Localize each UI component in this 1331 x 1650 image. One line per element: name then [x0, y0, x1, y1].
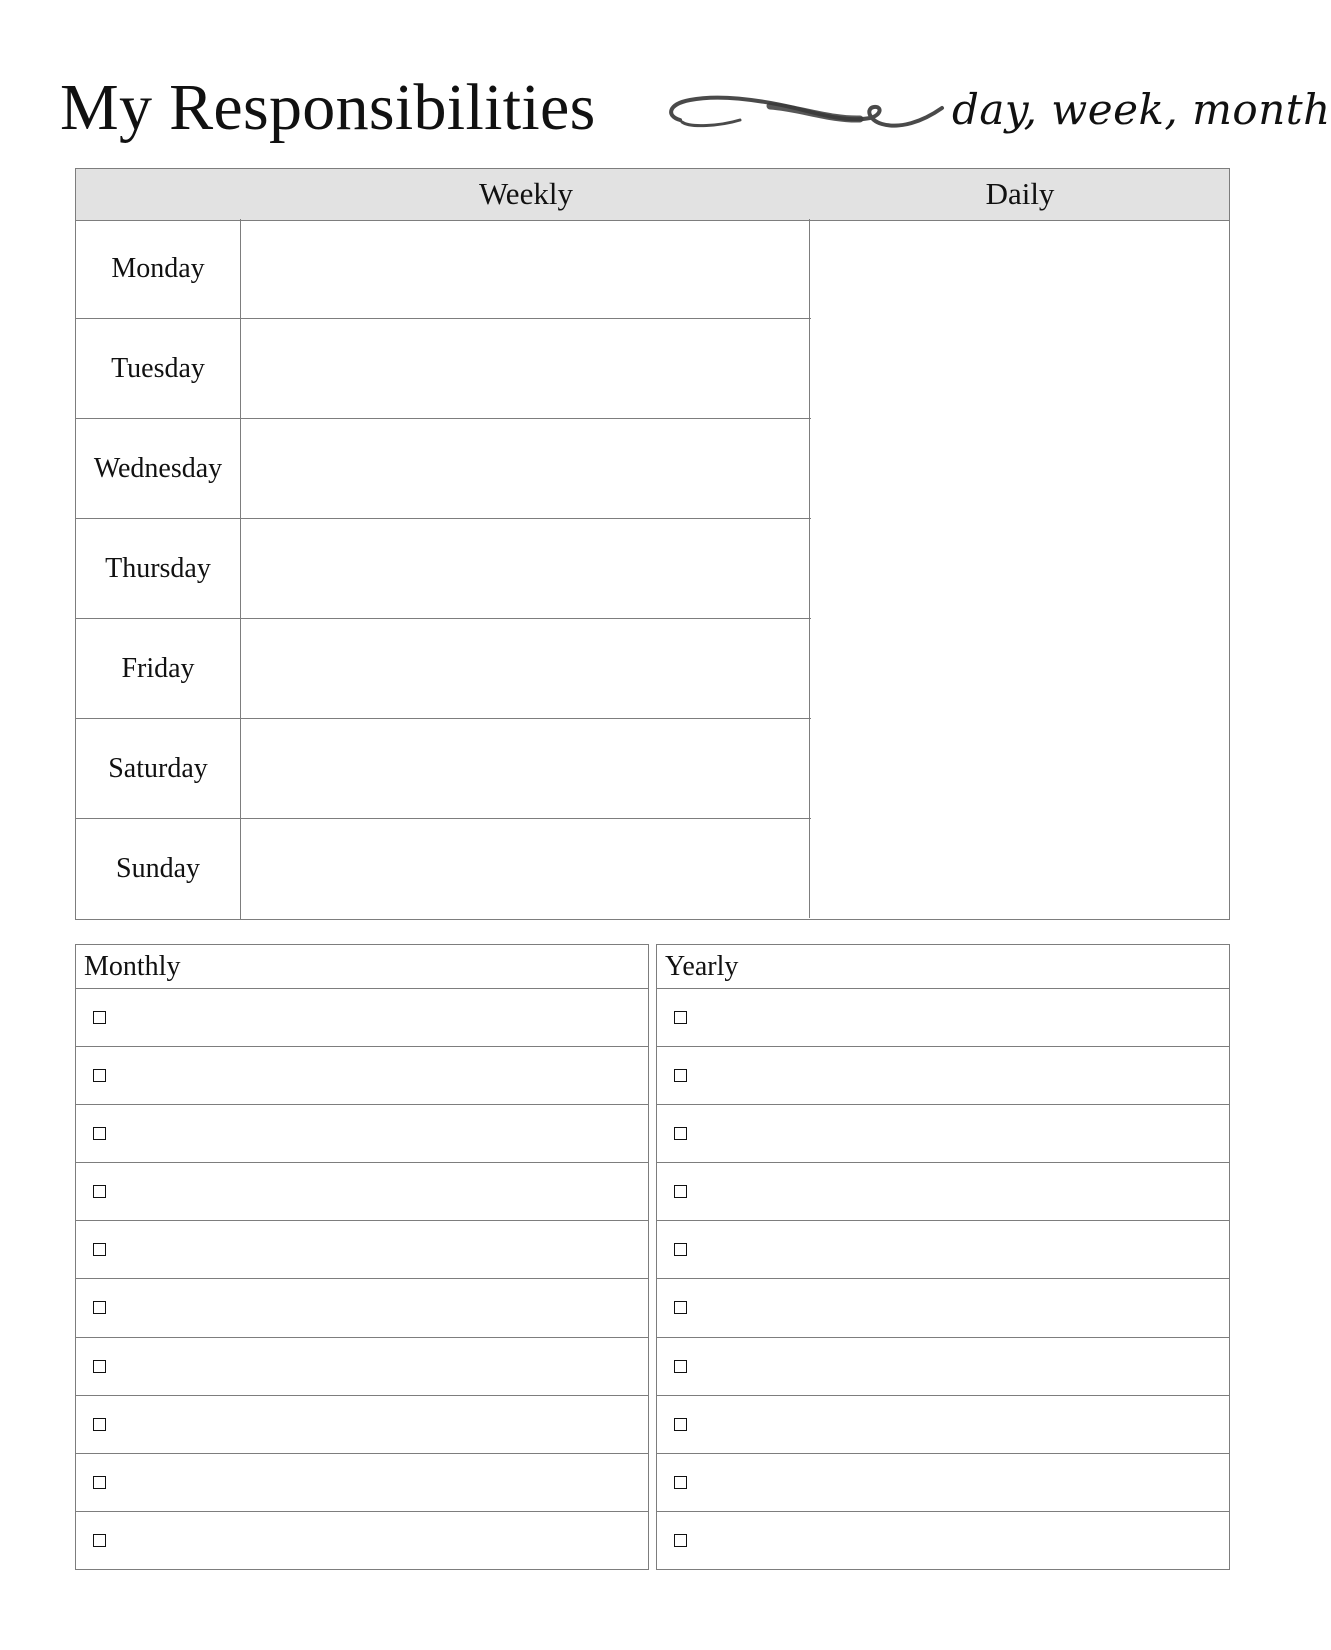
page-header — [60, 62, 1331, 152]
list-item — [76, 1221, 648, 1279]
daily-entry-area[interactable] — [809, 219, 1229, 918]
daily-header: Daily — [985, 176, 1055, 211]
yearly-list — [656, 944, 1230, 1570]
list-item — [76, 1396, 648, 1454]
weekly-entry-sunday[interactable] — [241, 819, 811, 919]
day-row-thursday — [76, 519, 811, 619]
checkbox-icon[interactable] — [674, 1243, 687, 1256]
list-item — [76, 989, 648, 1047]
day-label: Tuesday — [76, 319, 241, 418]
checkbox-icon[interactable] — [674, 1476, 687, 1489]
day-label: Friday — [76, 619, 241, 718]
list-item — [657, 1279, 1229, 1337]
checkbox-icon[interactable] — [674, 1127, 687, 1140]
weekly-entry-tuesday[interactable] — [241, 319, 811, 418]
checkbox-icon[interactable] — [674, 1418, 687, 1431]
checkbox-icon[interactable] — [674, 1301, 687, 1314]
checkbox-icon[interactable] — [674, 1534, 687, 1547]
day-row-monday — [76, 219, 811, 319]
weekly-entry-thursday[interactable] — [241, 519, 811, 618]
day-label: Sunday — [76, 819, 241, 919]
day-row-tuesday — [76, 319, 811, 419]
weekly-entry-friday[interactable] — [241, 619, 811, 718]
checkbox-icon[interactable] — [674, 1069, 687, 1082]
list-item — [76, 1512, 648, 1570]
list-item — [657, 1105, 1229, 1163]
checkbox-icon[interactable] — [93, 1127, 106, 1140]
list-item — [76, 1105, 648, 1163]
weekly-entry-saturday[interactable] — [241, 719, 811, 818]
checkbox-icon[interactable] — [93, 1243, 106, 1256]
checkbox-icon[interactable] — [93, 1534, 106, 1547]
monthly-header: Monthly — [76, 945, 648, 989]
day-row-friday — [76, 619, 811, 719]
list-item — [657, 989, 1229, 1047]
checkbox-icon[interactable] — [93, 1011, 106, 1024]
monthly-list — [75, 944, 649, 1570]
list-item — [657, 1163, 1229, 1221]
list-item — [76, 1279, 648, 1337]
weekly-header: Weekly — [479, 176, 573, 211]
weekly-entry-monday[interactable] — [241, 219, 811, 318]
decorative-swash-icon — [660, 86, 950, 146]
checkbox-icon[interactable] — [93, 1185, 106, 1198]
page-title: My Responsibilities — [60, 71, 596, 144]
list-item — [657, 1396, 1229, 1454]
checkbox-icon[interactable] — [674, 1360, 687, 1373]
day-row-sunday — [76, 819, 811, 919]
day-label: Thursday — [76, 519, 241, 618]
day-label: Wednesday — [76, 419, 241, 518]
list-item — [76, 1163, 648, 1221]
checkbox-icon[interactable] — [93, 1360, 106, 1373]
weekly-entry-wednesday[interactable] — [241, 419, 811, 518]
list-item — [657, 1221, 1229, 1279]
list-item — [657, 1512, 1229, 1570]
page-subtitle: day, week, month — [952, 85, 1331, 134]
list-item — [76, 1338, 648, 1396]
day-label: Monday — [76, 219, 241, 318]
day-row-wednesday — [76, 419, 811, 519]
checkbox-icon[interactable] — [93, 1069, 106, 1082]
day-label: Saturday — [76, 719, 241, 818]
checkbox-icon[interactable] — [93, 1476, 106, 1489]
list-item — [657, 1338, 1229, 1396]
checkbox-icon[interactable] — [674, 1011, 687, 1024]
list-item — [657, 1047, 1229, 1105]
list-item — [76, 1047, 648, 1105]
day-row-saturday — [76, 719, 811, 819]
list-item — [76, 1454, 648, 1512]
checkbox-icon[interactable] — [674, 1185, 687, 1198]
weekly-daily-table — [75, 168, 1230, 920]
list-item — [657, 1454, 1229, 1512]
table-header-row — [76, 169, 1229, 221]
checkbox-icon[interactable] — [93, 1418, 106, 1431]
checkbox-icon[interactable] — [93, 1301, 106, 1314]
yearly-header: Yearly — [657, 945, 1229, 989]
